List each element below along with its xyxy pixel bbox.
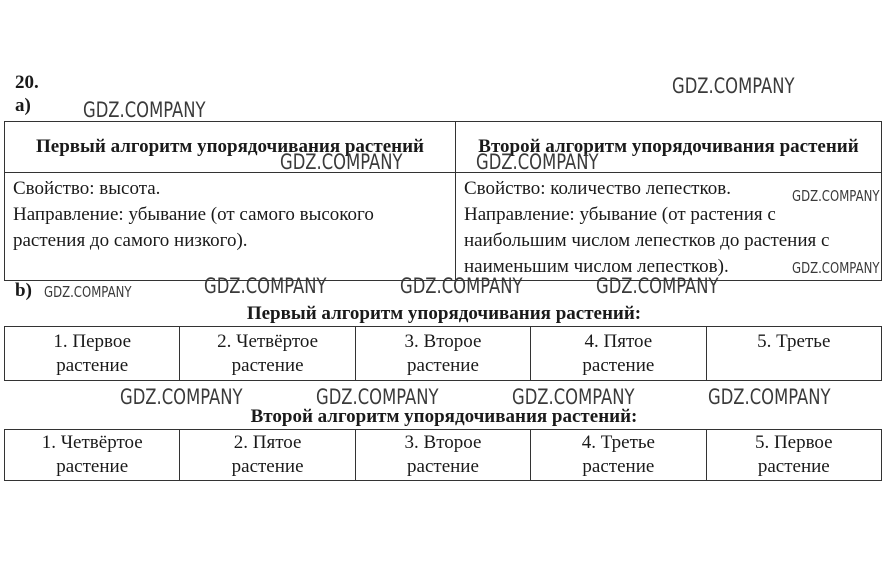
first-algorithm-title: Первый алгоритм упорядочивания растений: xyxy=(246,303,642,324)
watermark: GDZ.COMPANY xyxy=(596,274,719,298)
col1-header: Первый алгоритм упорядочивания растений xyxy=(5,122,456,173)
watermark: GDZ.COMPANY xyxy=(120,385,243,409)
second-algorithm-title: Второй алгоритм упорядочивания растений: xyxy=(250,406,638,427)
second-cell-2: 2. Пятое растение xyxy=(180,430,355,481)
first-cell-3: 3. Второе растение xyxy=(355,327,530,381)
watermark: GDZ.COMPANY xyxy=(280,150,403,174)
second-cell-1: 1. Четвёртое растение xyxy=(5,430,180,481)
part-a-label: а) xyxy=(15,95,31,116)
second-cell-3: 3. Второе растение xyxy=(355,430,530,481)
watermark: GDZ.COMPANY xyxy=(204,274,327,298)
col2-header: Второй алгоритм упорядочивания растений xyxy=(456,122,882,173)
watermark: GDZ.COMPANY xyxy=(83,98,206,122)
second-cell-5: 5. Первое растение xyxy=(706,430,881,481)
watermark: GDZ.COMPANY xyxy=(708,385,831,409)
first-algorithm-table xyxy=(4,326,882,381)
watermark: GDZ.COMPANY xyxy=(792,259,880,277)
watermark: GDZ.COMPANY xyxy=(476,150,599,174)
part-b-label: b) xyxy=(15,280,32,301)
part-a-table xyxy=(4,121,882,281)
second-algorithm-table xyxy=(4,429,882,481)
watermark: GDZ.COMPANY xyxy=(672,74,795,98)
first-cell-1: 1. Первое растение xyxy=(5,327,180,381)
watermark: GDZ.COMPANY xyxy=(512,385,635,409)
watermark: GDZ.COMPANY xyxy=(316,385,439,409)
watermark: GDZ.COMPANY xyxy=(44,283,132,301)
watermark: GDZ.COMPANY xyxy=(400,274,523,298)
first-cell-4: 4. Пятое растение xyxy=(531,327,706,381)
task-number: 20. xyxy=(15,72,39,93)
col2-description: Свойство: количество лепестков. Направление: убывание (от растения с наибольшим числом лепестков до растения с наименьшим числом лепестков). xyxy=(456,173,882,281)
second-cell-4: 4. Третье растение xyxy=(531,430,706,481)
first-cell-5: 5. Третье xyxy=(706,327,881,381)
first-cell-2: 2. Четвёртое растение xyxy=(180,327,355,381)
col1-description: Свойство: высота. Направление: убывание (от самого высокого растения до самого низкого). xyxy=(5,173,456,281)
watermark: GDZ.COMPANY xyxy=(792,187,880,205)
